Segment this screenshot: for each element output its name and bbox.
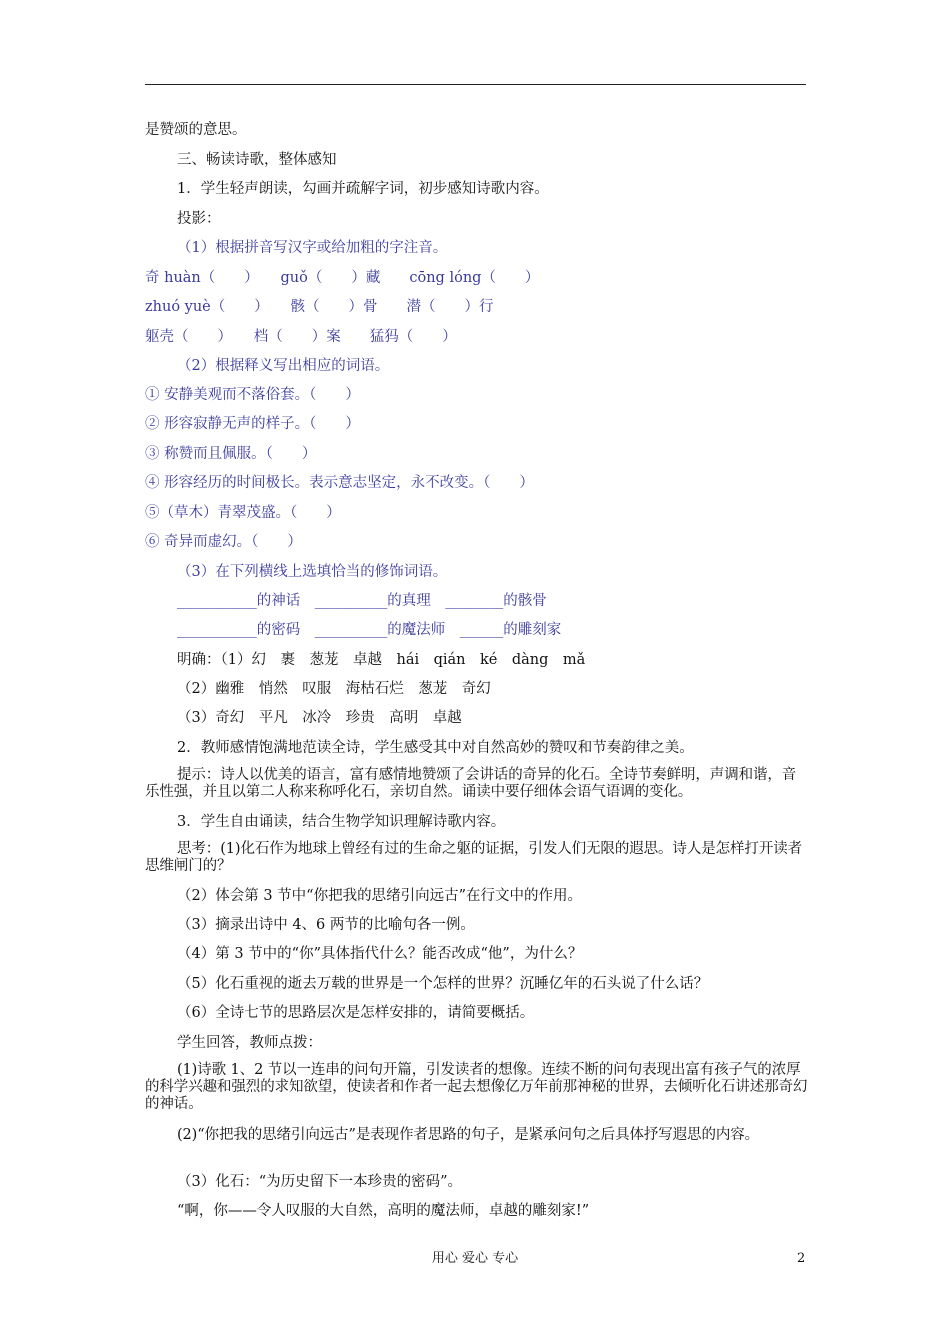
question-line: （5）化石重视的逝去万载的世界是一个怎样的世界？沉睡亿年的石头说了什么话？ <box>177 976 709 992</box>
text-line: 投影： <box>177 211 221 227</box>
page-number: 2 <box>797 1251 806 1266</box>
text-line: 3．学生自由诵读，结合生物学知识理解诗歌内容。 <box>177 814 506 830</box>
exercise-line: ③ 称赞而且佩服。（ ） <box>145 446 317 462</box>
exercise-line: ___________的密码 __________的魔法师 ______的雕刻家 <box>177 622 562 638</box>
paragraph: (2)“你把我的思绪引向远古”是表现作者思路的句子，是紧承问句之后具体抒写遐思的内容。 <box>177 1127 760 1143</box>
exercise-line: zhuó yuè（ ） 骸（ ）骨 潜（ ）行 <box>145 299 494 315</box>
exercise-line: ④ 形容经历的时间极长。表示意志坚定，永不改变。（ ） <box>145 475 534 491</box>
text-line: 学生回答，教师点拨： <box>177 1035 322 1051</box>
question-line: （4）第 3 节中的“你”具体指代什么？能否改成“他”，为什么？ <box>177 946 583 962</box>
text-line: “啊，你——令人叹服的大自然，高明的魔法师，卓越的雕刻家!” <box>177 1203 590 1219</box>
answer-line: （3）奇幻 平凡 冰冷 珍贵 高明 卓越 <box>177 710 462 726</box>
text-line: 是赞颂的意思。 <box>145 122 247 138</box>
paragraph: 思考：(1)化石作为地球上曾经有过的生命之躯的证据，引发人们无限的遐思。诗人是怎样打开读者思维闸门的？ <box>145 841 803 874</box>
answer-line: 明确：（1）幻 裹 葱茏 卓越 hái qián ké dàng mǎ <box>177 652 586 668</box>
exercise-line: ⑤（草木）青翠茂盛。（ ） <box>145 505 341 521</box>
text-line: 1．学生轻声朗读，勾画并疏解字词，初步感知诗歌内容。 <box>177 181 549 197</box>
exercise-line: ___________的神话 __________的真理 ________的骸骨 <box>177 593 547 609</box>
paragraph: (1)诗歌 1、2 节以一连串的问句开篇，引发读者的想像。连续不断的问句表现出富有孩子气的浓厚的科学兴趣和强烈的求知欲望，使读者和作者一起去想像亿万年前那神秘的世界，去倾听化石讲述那奇幻的神话。 <box>145 1062 808 1112</box>
exercise-line: （3）在下列横线上选填恰当的修饰词语。 <box>177 564 448 580</box>
exercise-line: ⑥ 奇异而虚幻。（ ） <box>145 534 302 550</box>
exercise-line: ② 形容寂静无声的样子。（ ） <box>145 416 360 432</box>
exercise-line: 躯壳（ ） 档（ ）案 猛犸（ ） <box>145 329 457 345</box>
page-footer: 用心 爱心 专心 <box>431 1251 519 1266</box>
text-line: 2．教师感情饱满地范读全诗，学生感受其中对自然高妙的赞叹和节奏韵律之美。 <box>177 740 694 756</box>
exercise-line: ① 安静美观而不落俗套。（ ） <box>145 387 360 403</box>
answer-line: （2）幽雅 悄然 叹服 海枯石烂 葱茏 奇幻 <box>177 681 491 697</box>
question-line: （2）体会第 3 节中“你把我的思绪引向远古”在行文中的作用。 <box>177 888 582 904</box>
exercise-line: 奇 huàn（ ） guǒ（ ）藏 cōng lóng（ ） <box>145 270 540 286</box>
exercise-line: （2）根据释义写出相应的词语。 <box>177 358 390 374</box>
text-line: （3）化石：“为历史留下一本珍贵的密码”。 <box>177 1174 463 1190</box>
header-rule <box>145 84 806 85</box>
paragraph: 提示：诗人以优美的语言，富有感情地赞颂了会讲话的奇异的化石。全诗节奏鲜明，声调和谐，音乐性强，并且以第二人称来称呼化石，亲切自然。诵读中要仔细体会语气语调的变化。 <box>145 767 797 800</box>
question-line: （3）摘录出诗中 4、6 两节的比喻句各一例。 <box>177 917 475 933</box>
question-line: （6）全诗七节的思路层次是怎样安排的，请简要概括。 <box>177 1005 535 1021</box>
exercise-line: （1）根据拼音写汉字或给加粗的字注音。 <box>177 240 448 256</box>
section-heading: 三、畅读诗歌，整体感知 <box>177 152 337 168</box>
